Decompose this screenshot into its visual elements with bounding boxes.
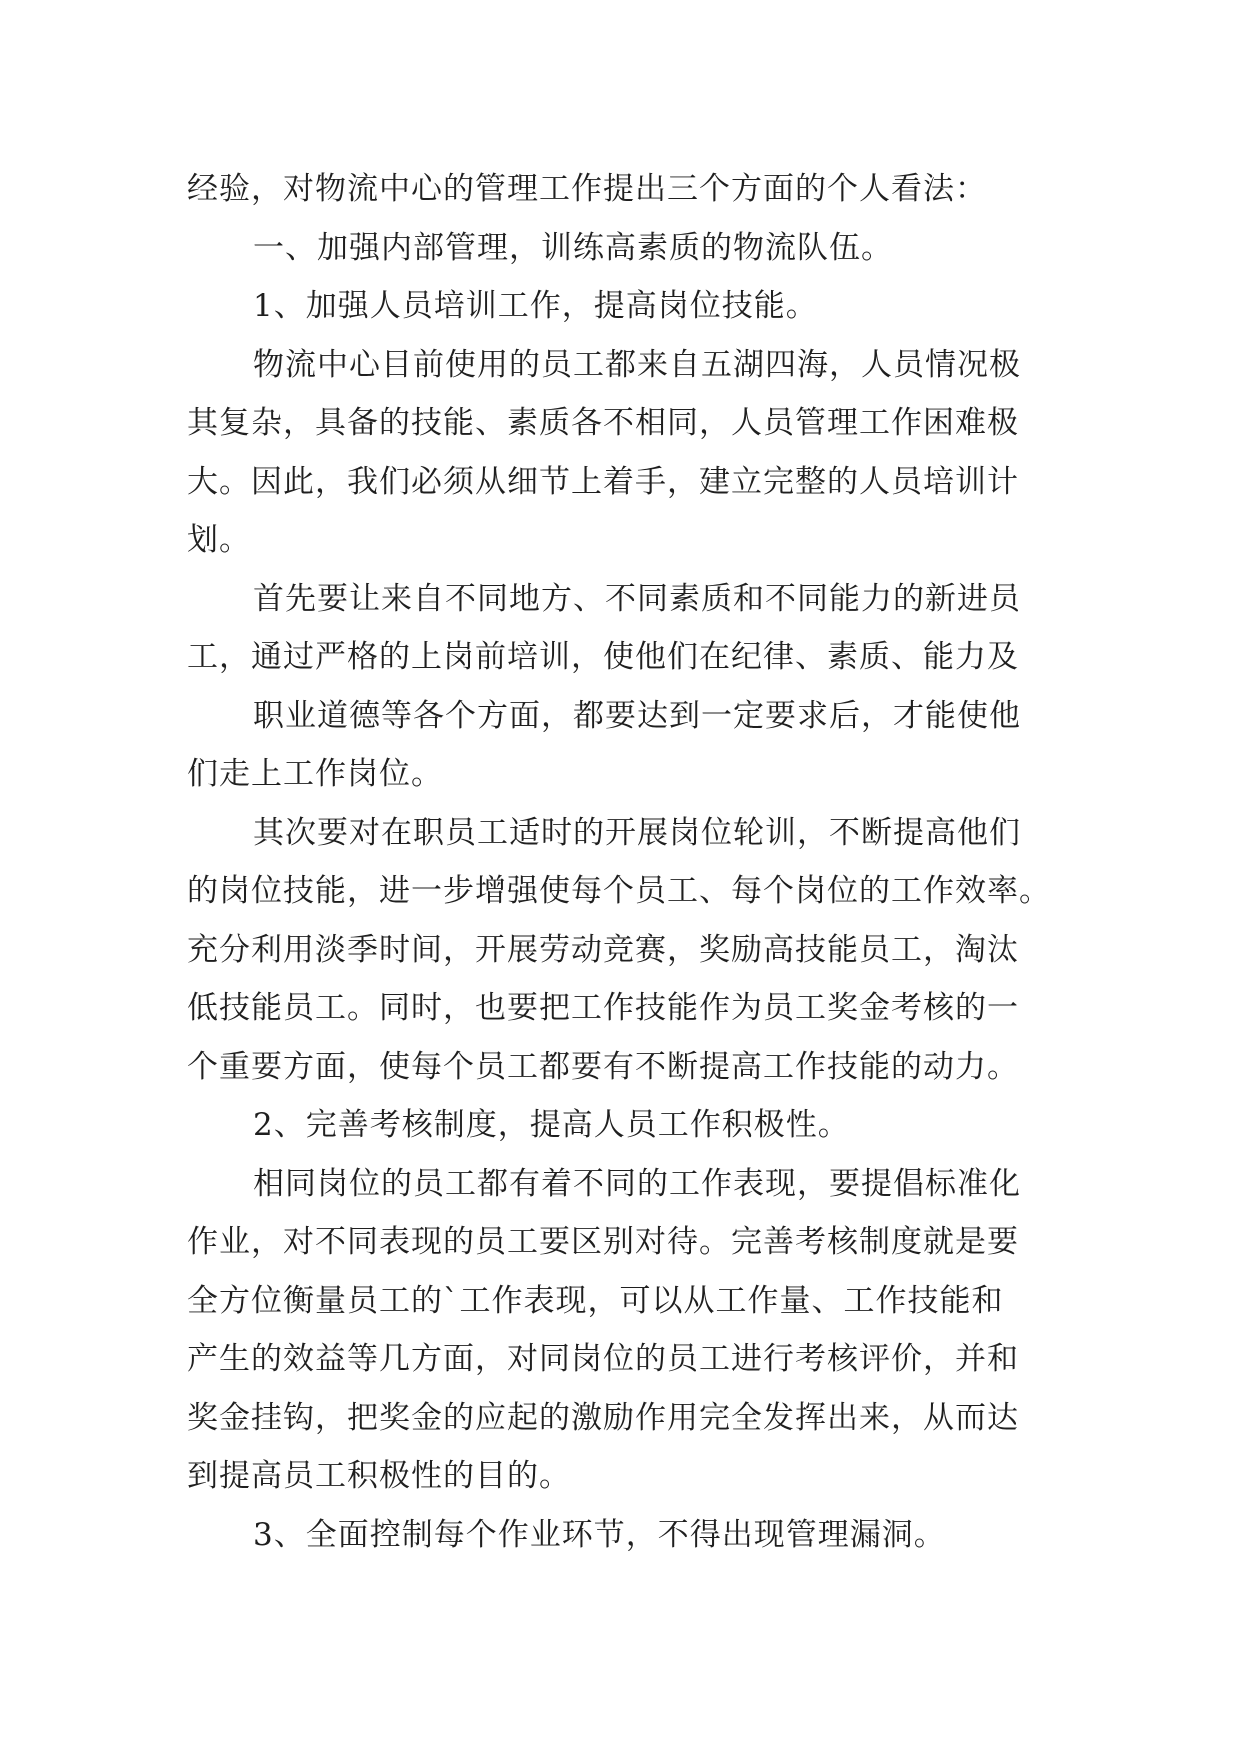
text-line: 工，通过严格的上岗前培训，使他们在纪律、素质、能力及 [187, 639, 1019, 675]
text-line: 其次要对在职员工适时的开展岗位轮训，不断提高他们 [253, 814, 1021, 851]
text-line: 们走上工作岗位。 [187, 756, 443, 792]
text-line: 首先要让来自不同地方、不同素质和不同能力的新进员 [253, 580, 1021, 617]
text-line: 经验，对物流中心的管理工作提出三个方面的个人看法： [187, 171, 987, 207]
text-line: 到提高员工积极性的目的。 [187, 1458, 571, 1494]
text-line: 奖金挂钩，把奖金的应起的激励作用完全发挥出来，从而达 [187, 1399, 1019, 1436]
text-line: 充分利用淡季时间，开展劳动竞赛，奖励高技能员工，淘汰 [187, 931, 1019, 968]
text-line: 低技能员工。同时，也要把工作技能作为员工奖金考核的一 [187, 990, 1019, 1026]
text-line: 全方位衡量员工的`工作表现，可以从工作量、工作技能和 [187, 1282, 1004, 1319]
subheading-3: 3、全面控制每个作业环节，不得出现管理漏洞。 [253, 1516, 946, 1553]
document-body [187, 160, 1067, 1564]
text-line: 作业，对不同表现的员工要区别对待。完善考核制度就是要 [187, 1224, 1019, 1260]
subheading-1: 1、加强人员培训工作，提高岗位技能。 [253, 288, 818, 324]
text-line: 物流中心目前使用的员工都来自五湖四海，人员情况极 [253, 346, 1021, 383]
text-line: 其复杂，具备的技能、素质各不相同，人员管理工作困难极 [187, 405, 1019, 441]
text-line: 划。 [187, 522, 251, 558]
text-line: 产生的效益等几方面，对同岗位的员工进行考核评价，并和 [187, 1341, 1019, 1377]
section-heading-1: 一、加强内部管理，训练高素质的物流队伍。 [253, 229, 893, 266]
text-line: 个重要方面，使每个员工都要有不断提高工作技能的动力。 [187, 1048, 1019, 1085]
text-line: 的岗位技能，进一步增强使每个员工、每个岗位的工作效率。 [187, 873, 1051, 909]
text-line: 大。因此，我们必须从细节上着手，建立完整的人员培训计 [187, 463, 1019, 500]
text-line: 相同岗位的员工都有着不同的工作表现，要提倡标准化 [253, 1165, 1021, 1202]
subheading-2: 2、完善考核制度，提高人员工作积极性。 [253, 1107, 850, 1143]
text-line: 职业道德等各个方面，都要达到一定要求后，才能使他 [253, 697, 1021, 734]
